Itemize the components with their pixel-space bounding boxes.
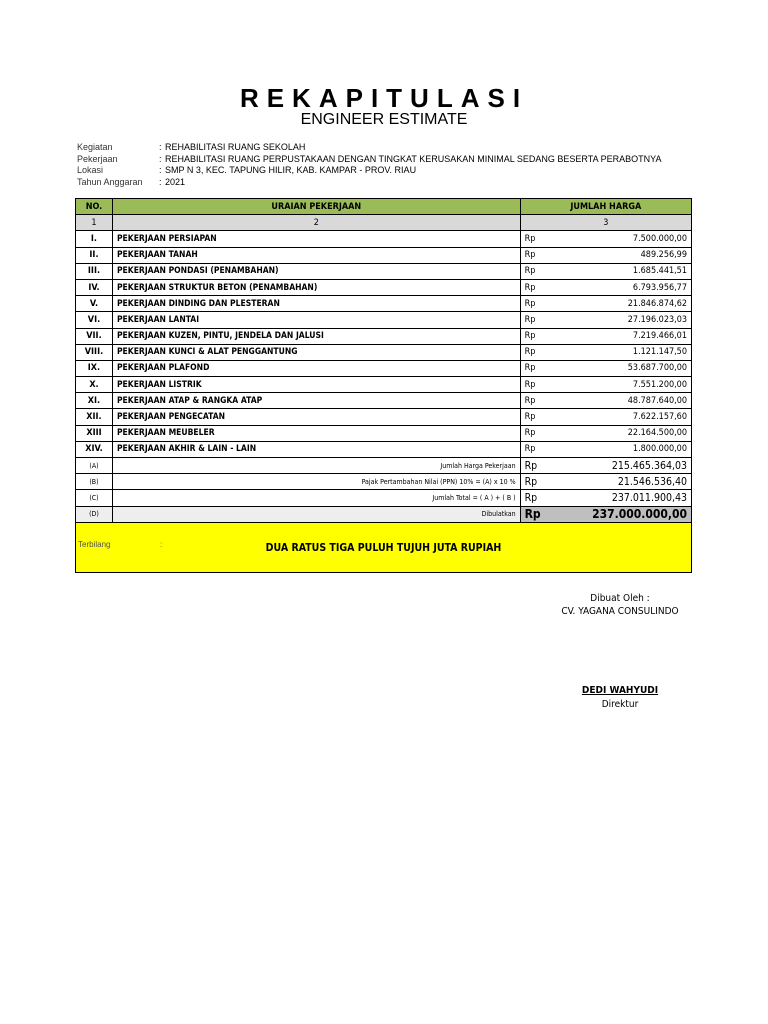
row-amount: 215.465.364,03: [545, 458, 692, 474]
row-description: PEKERJAAN KUZEN, PINTU, JENDELA DAN JALUSI: [112, 328, 520, 344]
col-number: 3: [520, 215, 691, 231]
row-description: Jumlah Total = ( A ) + ( B ): [112, 490, 520, 506]
row-description: PEKERJAAN PLAFOND: [112, 360, 520, 376]
row-description: Dibulatkan: [112, 506, 520, 522]
row-description: PEKERJAAN AKHIR & LAIN - LAIN: [112, 441, 520, 457]
table-row: [76, 344, 692, 360]
terbilang-words: DUA RATUS TIGA PULUH TUJUH JUTA RUPIAH: [265, 542, 502, 554]
info-label: Kegiatan: [77, 142, 113, 152]
currency-label: Rp: [520, 474, 545, 490]
row-number: VII.: [76, 328, 113, 344]
info-separator: :: [159, 153, 162, 164]
row-number: II.: [76, 247, 113, 263]
currency-label: Rp: [520, 263, 545, 279]
table-row: [76, 425, 692, 441]
signer-position: Direktur: [601, 699, 639, 710]
table-row: [76, 296, 692, 312]
currency-label: Rp: [520, 296, 545, 312]
currency-label: Rp: [520, 441, 545, 457]
currency-label: Rp: [520, 312, 545, 328]
recap-table: [75, 198, 692, 523]
company-name: CV. YAGANA CONSULINDO: [561, 606, 679, 617]
row-amount: 489.256,99: [545, 247, 692, 263]
terbilang-separator: :: [160, 540, 163, 549]
currency-label: Rp: [520, 344, 545, 360]
row-amount: 21.546.536,40: [545, 474, 692, 490]
project-info: [77, 142, 661, 188]
currency-label: Rp: [520, 393, 545, 409]
document-title: REKAPITULASI: [239, 83, 529, 113]
row-number: IV.: [76, 279, 113, 295]
row-number: XIII: [76, 425, 113, 441]
table-row: [76, 328, 692, 344]
info-row-kegiatan: [77, 142, 661, 154]
info-separator: :: [159, 176, 162, 187]
row-description: Jumlah Harga Pekerjaan: [112, 458, 520, 474]
header-amount: JUMLAH HARGA: [520, 199, 691, 215]
table-row: [76, 393, 692, 409]
info-separator: :: [159, 142, 162, 152]
info-label: Tahun Anggaran: [77, 176, 143, 187]
info-row-lokasi: [77, 165, 661, 177]
row-description: PEKERJAAN KUNCI & ALAT PENGGANTUNG: [112, 344, 520, 360]
row-amount: 22.164.500,00: [545, 425, 692, 441]
currency-label: Rp: [520, 231, 545, 247]
row-amount: 7.551.200,00: [545, 377, 692, 393]
currency-label: Rp: [520, 279, 545, 295]
signer-name: DEDI WAHYUDI: [581, 685, 659, 696]
summary-row: [76, 458, 692, 474]
currency-label: Rp: [520, 328, 545, 344]
row-description: PEKERJAAN STRUKTUR BETON (PENAMBAHAN): [112, 279, 520, 295]
info-separator: :: [159, 165, 162, 175]
row-description: PEKERJAAN LISTRIK: [112, 377, 520, 393]
row-description: PEKERJAAN LANTAI: [112, 312, 520, 328]
table-row: [76, 409, 692, 425]
table-row: [76, 312, 692, 328]
row-amount: 237.011.900,43: [545, 490, 692, 506]
currency-label: Rp: [520, 409, 545, 425]
row-description: PEKERJAAN MEUBELER: [112, 425, 520, 441]
info-row-tahun-anggaran: [77, 177, 661, 189]
row-amount: 6.793.956,77: [545, 279, 692, 295]
row-number: III.: [76, 263, 113, 279]
currency-label: Rp: [520, 377, 545, 393]
row-description: PEKERJAAN ATAP & RANGKA ATAP: [112, 393, 520, 409]
terbilang-label: Terbilang: [78, 540, 111, 549]
row-number: VIII.: [76, 344, 113, 360]
row-number: XI.: [76, 393, 113, 409]
info-label: Lokasi: [77, 165, 104, 175]
made-by-label: Dibuat Oleh :: [590, 593, 650, 604]
info-value: SMP N 3, KEC. TAPUNG HILIR, KAB. KAMPAR - PROV. RIAU: [165, 165, 417, 175]
row-amount: 237.000.000,00: [545, 506, 692, 522]
row-number: X.: [76, 377, 113, 393]
row-number: (D): [76, 506, 113, 522]
table-row: [76, 441, 692, 457]
column-number-row: [76, 215, 692, 231]
table-row: [76, 377, 692, 393]
info-value: REHABILITASI RUANG PERPUSTAKAAN DENGAN TINGKAT KERUSAKAN MINIMAL SEDANG BESERTA PERABOTNYA: [165, 153, 662, 164]
terbilang-box: [75, 522, 692, 573]
row-amount: 53.687.700,00: [545, 360, 692, 376]
header-no: NO.: [76, 199, 113, 215]
document-subtitle: ENGINEER ESTIMATE: [300, 111, 468, 128]
info-value: 2021: [165, 176, 186, 187]
info-row-pekerjaan: [77, 154, 661, 166]
row-amount: 27.196.023,03: [545, 312, 692, 328]
currency-label: Rp: [520, 458, 545, 474]
table-row: [76, 263, 692, 279]
row-amount: 7.500.000,00: [545, 231, 692, 247]
row-number: V.: [76, 296, 113, 312]
row-description: Pajak Pertambahan Nilai (PPN) 10% = (A) x 10 %: [112, 474, 520, 490]
info-label: Pekerjaan: [77, 153, 118, 164]
table-row: [76, 231, 692, 247]
row-description: PEKERJAAN PENGECATAN: [112, 409, 520, 425]
row-description: PEKERJAAN PONDASI (PENAMBAHAN): [112, 263, 520, 279]
currency-label: Rp: [520, 490, 545, 506]
row-amount: 7.622.157,60: [545, 409, 692, 425]
summary-row: [76, 506, 692, 522]
currency-label: Rp: [520, 506, 545, 522]
table-header-row: [76, 199, 692, 215]
col-number: 2: [112, 215, 520, 231]
row-amount: 1.685.441,51: [545, 263, 692, 279]
row-number: XII.: [76, 409, 113, 425]
currency-label: Rp: [520, 247, 545, 263]
summary-row: [76, 474, 692, 490]
row-amount: 48.787.640,00: [545, 393, 692, 409]
row-number: IX.: [76, 360, 113, 376]
table-row: [76, 279, 692, 295]
row-number: I.: [76, 231, 113, 247]
table-row: [76, 247, 692, 263]
row-number: (A): [76, 458, 113, 474]
header-desc: URAIAN PEKERJAAN: [112, 199, 520, 215]
currency-label: Rp: [520, 425, 545, 441]
col-number: 1: [76, 215, 113, 231]
row-amount: 1.121.147,50: [545, 344, 692, 360]
table-row: [76, 360, 692, 376]
row-description: PEKERJAAN DINDING DAN PLESTERAN: [112, 296, 520, 312]
summary-row: [76, 490, 692, 506]
row-description: PEKERJAAN PERSIAPAN: [112, 231, 520, 247]
row-number: VI.: [76, 312, 113, 328]
row-amount: 7.219.466,01: [545, 328, 692, 344]
row-amount: 1.800.000,00: [545, 441, 692, 457]
row-description: PEKERJAAN TANAH: [112, 247, 520, 263]
row-number: (B): [76, 474, 113, 490]
row-number: (C): [76, 490, 113, 506]
currency-label: Rp: [520, 360, 545, 376]
row-amount: 21.846.874,62: [545, 296, 692, 312]
row-number: XIV.: [76, 441, 113, 457]
info-value: REHABILITASI RUANG SEKOLAH: [165, 142, 306, 152]
